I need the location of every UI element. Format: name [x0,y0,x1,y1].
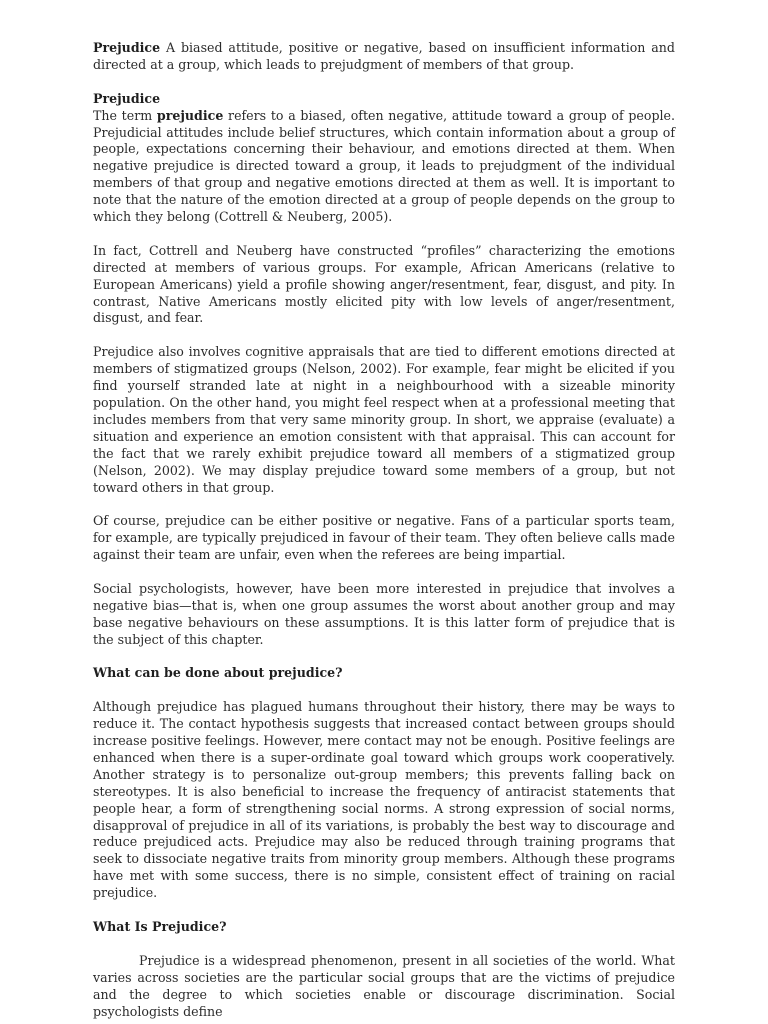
section-heading-what-can-be-done: What can be done about prejudice? [93,665,343,681]
document-page [93,40,675,1020]
definition-term: Prejudice [93,40,161,55]
paragraph: Prejudice also involves cognitive appraisals that are tied to different emotions directed at members of stigmatized groups (Nelson, 2002). For example, fear might be elicited if you find yourself stranded late at night in a neighbourhood with a sizeable minority population. On the other hand, you might feel respect when at a professional meeting that includes members from that very same minority group. In short, we appraise (evaluate) a situation and experience an emotion consistent with that appraisal. This can account for the fact that we rarely exhibit prejudice toward all members of a stigmatized group (Nelson, 2002). We may display prejudice toward some members of a group, but not toward others in that group. [93,344,675,495]
definition-text: A biased attitude, positive or negative, based on insufficient information and directed at a group, which leads to prejudgment of members of that group. [93,40,675,72]
paragraph: Although prejudice has plagued humans throughout their history, there may be ways to reduce it. The contact hypothesis suggests that increased contact between groups should increase positive feelings. However, mere contact may not be enough. Positive feelings are enhanced when there is a super-ordinate goal toward which groups work cooperatively. Another strategy is to personalize out-group members; this prevents falling back on stereotypes. It is also beneficial to increase the frequency of antiracist statements that people hear, a form of strengthening social norms. A strong expression of social norms, disapproval of prejudice in all of its variations, is probably the best way to discourage and reduce prejudiced acts. Prejudice may also be reduced through training programs that seek to dissociate negative traits from minority group members. Although these programs have met with some success, there is no simple, consistent effect of training on racial prejudice. [93,699,675,901]
paragraph: In fact, Cottrell and Neuberg have constructed “profiles” characterizing the emotions directed at members of various groups. For example, African Americans (relative to European Americans) yield a profile showing anger/resentment, fear, disgust, and pity. In contrast, Native Americans mostly elicited pity with low levels of anger/resentment, disgust, and fear. [93,242,675,326]
paragraph: Prejudice is a widespread phenomenon, present in all societies of the world. What varies across societies are the particular social groups that are the victims of prejudice and the degree to which societies enable or discourage discrimination. Social psychologists define [93,952,675,1019]
paragraph: Of course, prejudice can be either positive or negative. Fans of a particular sports team, for example, are typically prejudiced in favour of their team. They often believe calls made against their team are unfair, even when the referees are being impartial. [93,513,675,563]
section-heading-prejudice: Prejudice [93,90,161,106]
paragraph-prefix: The term [93,107,157,123]
definition-paragraph [93,40,675,74]
paragraph-rest: refers to a biased, often negative, attitude toward a group of people. Prejudicial attitudes include belief structures, which contain information about a group of people, expectations concerning their behaviour, and emotions directed at them. When negative prejudice is directed toward a group, it leads to prejudgment of the individual members of that group and negative emotions directed at them as well. It is important to note that the nature of the emotion directed at a group of people depends on the group to which they belong (Cottrell & Neuberg, 2005). [93,107,676,225]
paragraph: Social psychologists, however, have been more interested in prejudice that involves a negative bias—that is, when one group assumes the worst about another group and may base negative behaviours on these assumptions. It is this latter form of prejudice that is the subject of this chapter. [93,580,675,647]
bold-term: prejudice [156,107,224,123]
section-heading-what-is-prejudice: What Is Prejudice? [93,919,227,934]
paragraph [93,108,675,226]
